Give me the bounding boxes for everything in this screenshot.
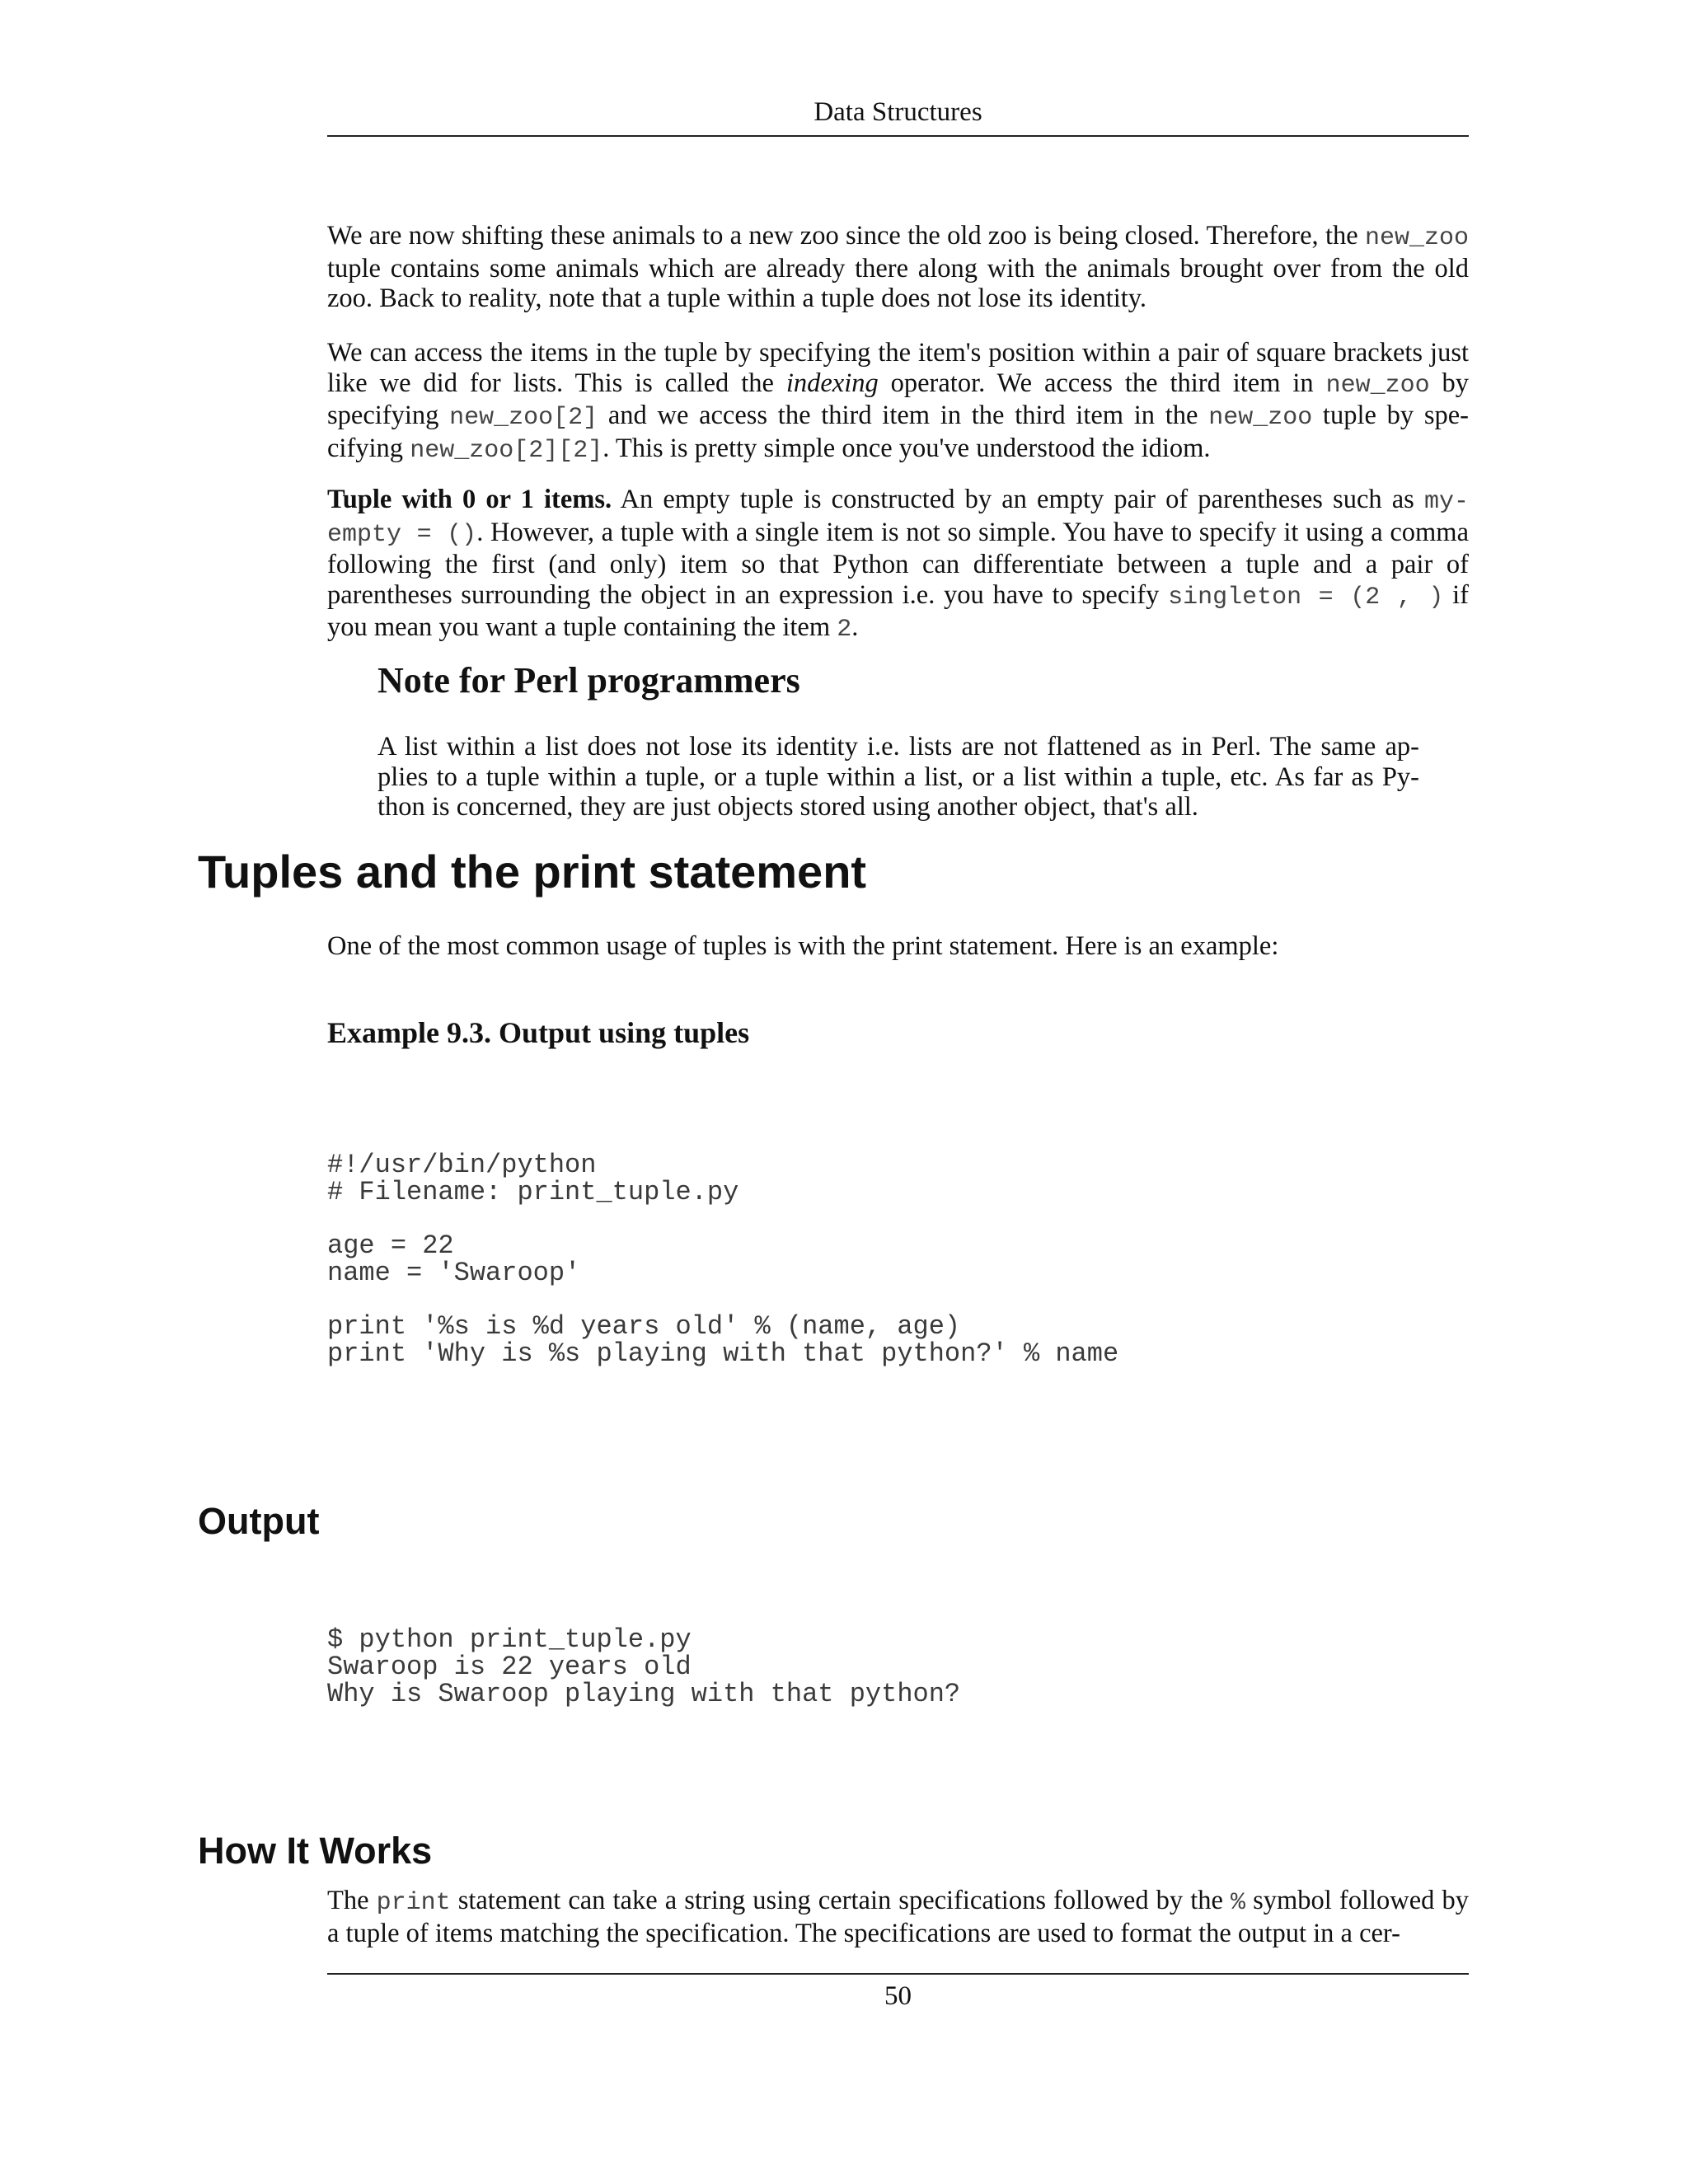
text-run: by specifying <box>327 368 1469 431</box>
note-title: Note for Perl programmers <box>377 660 800 701</box>
code-blank-line <box>327 1286 1118 1313</box>
paragraph-tuple-0-or-1 <box>327 485 1469 645</box>
inline-code: new_zoo[2][2] <box>410 436 603 465</box>
page-number: 50 <box>884 1981 912 2011</box>
text-run: We can access the items in the tuple by specifying the item's position within a pair of square brackets just like we did for lists. This is called the <box>327 338 1469 398</box>
code-line: print 'Why is %s playing with that python?' % name <box>327 1338 1119 1369</box>
note-body: A list within a list does not lose its identity i.e. lists are not flattened as in Perl. The same ap- plies to a tuple within a tuple, or a tuple within a list, or a list within a tuple, etc. As far as Py- thon is concerned, they are just objects stored using another object, that's all. <box>377 732 1419 823</box>
text-run: operator. We access the third item in <box>878 368 1326 398</box>
text-run: An empty tuple is constructed by an empty pair of parentheses such as <box>612 485 1424 514</box>
output-listing <box>327 1626 960 1708</box>
footer-rule <box>327 1973 1469 1975</box>
inline-code: new_zoo <box>1208 404 1313 433</box>
inline-code: % <box>1231 1889 1246 1917</box>
inline-code: new_zoo <box>1325 371 1430 400</box>
code-line: #!/usr/bin/python <box>327 1150 597 1180</box>
output-line: Why is Swaroop playing with that python? <box>327 1679 961 1709</box>
inline-code: singleton = (2 , ) <box>1168 583 1444 612</box>
text-run: and we access the third item in the third item in the <box>598 401 1209 431</box>
text-run: The <box>327 1886 377 1915</box>
running-header: Data Structures <box>814 97 982 127</box>
text-run: . <box>851 612 859 643</box>
inline-code: my- empty = () <box>327 488 1469 549</box>
output-line: $ python print_tuple.py <box>327 1624 692 1655</box>
code-blank-line <box>327 1206 1118 1232</box>
code-line: name = 'Swaroop' <box>327 1258 581 1288</box>
example-title: Example 9.3. Output using tuples <box>327 1016 750 1049</box>
section-title: Tuples and the print statement <box>198 846 867 898</box>
section-intro: One of the most common usage of tuples is with the print statement. Here is an example: <box>327 931 1279 961</box>
how-it-works-body <box>327 1886 1469 1948</box>
code-listing <box>327 1151 1118 1367</box>
text-run: We are now shifting these animals to a new zoo since the old zoo is being closed. Therefore, the <box>327 221 1365 251</box>
inline-code: print <box>376 1889 451 1917</box>
code-line: print '%s is %d years old' % (name, age) <box>327 1311 961 1342</box>
text-run: . However, a tuple with a single item is not so simple. You have to specify it using a comma following the first (and only) item so that Python can differentiate between a tuple and a pair of parentheses surrounding the object in an expression i.e. you have to specify <box>327 517 1470 610</box>
paragraph-new-zoo <box>327 221 1469 314</box>
run-in-heading: Tuple with 0 or 1 items. <box>327 485 612 514</box>
inline-code: new_zoo[2] <box>449 404 598 433</box>
text-run: symbol followed by a tuple of items matching the specification. The specifications are used to format the output in a cer- <box>327 1886 1470 1948</box>
code-line: age = 22 <box>327 1230 454 1261</box>
inline-code: new_zoo <box>1364 224 1469 252</box>
emphasis: indexing <box>785 368 879 398</box>
text-run: . This is pretty simple once you've understood the idiom. <box>603 433 1211 463</box>
output-line: Swaroop is 22 years old <box>327 1652 692 1682</box>
paragraph-indexing <box>327 338 1469 466</box>
inline-code: 2 <box>837 616 852 644</box>
text-run: statement can take a string using certain specifications followed by the <box>450 1886 1231 1915</box>
text-run: tuple by spe- cifying <box>327 401 1469 463</box>
text-run: if you mean you want a tuple containing the item <box>327 579 1469 643</box>
how-it-works-heading: How It Works <box>198 1830 433 1872</box>
text-run: tuple contains some animals which are already there along with the animals brought over from the old zoo. Back to reality, note that a tuple within a tuple does not lose its identity. <box>327 253 1469 314</box>
header-rule <box>327 135 1469 137</box>
output-heading: Output <box>198 1500 320 1542</box>
code-line: # Filename: print_tuple.py <box>327 1177 739 1207</box>
